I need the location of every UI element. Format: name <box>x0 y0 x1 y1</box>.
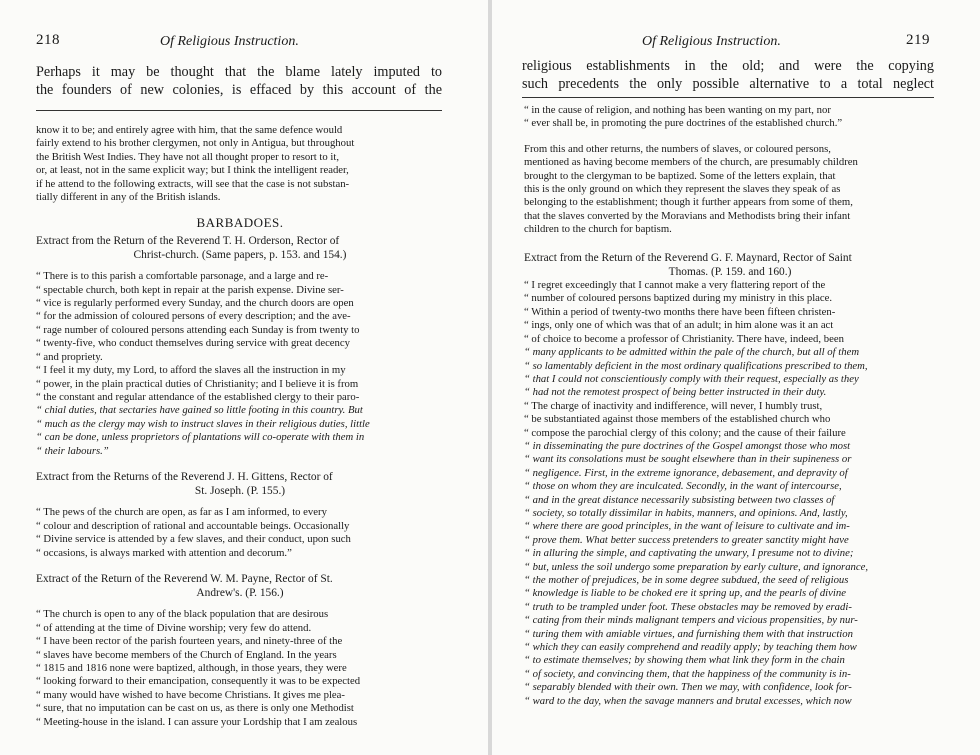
text-line: or, at least, not in the same explicit way; but I think the intelligent reader, <box>36 164 349 177</box>
spacer <box>36 458 444 470</box>
text-line: “ those on whom they are inculcated. Secondly, in the want of intercourse, <box>524 480 842 493</box>
text-line: “ the mother of prejudices, be in some degree subdued, the seed of religious <box>524 574 849 586</box>
text-line: “ spectable church, both kept in repair at the parish expense. Divine ser- <box>36 283 344 296</box>
running-head: Of Religious Instruction. <box>160 34 299 49</box>
text-line: Andrew's. (P. 156.) <box>196 587 284 600</box>
text-line: belonging to the establishment; though it further appears from some of them, <box>524 196 853 209</box>
text-line: “ many applicants to be admitted within the pale of the church, but all of them <box>524 346 860 359</box>
extract-title <box>36 234 444 262</box>
text-line: such precedents the only possible alternative to a total neglect <box>522 76 934 92</box>
text-line: “ occasions, is always marked with attention and decorum.” <box>36 546 292 559</box>
text-line: “ ever shall be, in promoting the pure doctrines of the established church.” <box>524 117 843 130</box>
text-line: “ to estimate themselves; by showing them what link they form in the chain <box>524 654 845 667</box>
text-line: “ colour and description of rational and accountable beings. Occasionally <box>36 519 350 532</box>
right-page <box>492 0 980 755</box>
text-line: “ twenty-five, who conduct themselves during service with great decency <box>36 337 350 350</box>
text-line: “ sure, that no imputation can be cast on us, as there is only one Methodist <box>36 702 354 715</box>
text-line: Extract from the Return of the Reverend G. F. Maynard, Rector of Saint <box>524 251 852 264</box>
text-line: fairly extend to his brother clergymen, not only in Antigua, but throughout <box>36 137 355 150</box>
text-line: St. Joseph. (P. 155.) <box>194 485 286 498</box>
text-line: “ looking forward to their emancipation, consequently it was to be expected <box>36 675 361 688</box>
text-line: “ number of coloured persons baptized during my ministry in this place. <box>524 292 833 305</box>
text-line: religious establishments in the old; and were the copying <box>522 58 934 74</box>
text-line: “ slaves have become members of the Church of England. In the years <box>36 648 337 661</box>
intro-text <box>36 63 442 99</box>
text-line: “ for the admission of coloured persons of every description; and the ave- <box>36 310 351 323</box>
text-line: “ ward to the day, when the savage manners and brutal excesses, which now <box>524 694 852 707</box>
text-line: “ in alluring the simple, and captivating the unwary, I presume not to divine; <box>524 547 854 560</box>
text-line: “ of choice to become a professor of Christianity. There have, indeed, been <box>524 332 844 345</box>
spacer <box>36 560 444 572</box>
text-line: “ much as the clergy may wish to instruct slaves in their religious duties, little <box>36 417 370 430</box>
text-line: “ so lamentably deficient in the most ordinary qualifications prescribed to them, <box>524 359 868 372</box>
text-line: “ Divine service is attended by a few slaves, and their conduct, upon such <box>36 533 351 546</box>
text-line: “ There is to this parish a comfortable parsonage, and a large and re- <box>36 270 329 283</box>
text-line: “ The charge of inactivity and indifference, will never, I humbly trust, <box>524 399 823 412</box>
text-line: Christ-church. (Same papers, p. 153. and 154.) <box>133 249 347 262</box>
text-line: “ chial duties, that sectaries have gained so little footing in this country. But <box>36 404 363 417</box>
text-line: “ knowledge is liable to be choked ere it spring up, and the pearls of divine <box>524 587 846 600</box>
text-line: “ in disseminating the pure doctrines of the Gospel amongst those who most <box>524 439 851 452</box>
extract-title <box>524 251 936 279</box>
text-line: if he attend to the following extracts, will see that the case is not substan- <box>36 177 350 190</box>
text-line: that the slaves converted by the Moravians and Methodists bring their infant <box>524 209 851 222</box>
text-line: “ The pews of the church are open, as far as I am informed, to every <box>36 506 327 519</box>
text-line: “ many would have wished to have become Christians. It gives me plea- <box>36 688 345 701</box>
text-line: Extract from the Return of the Reverend T. H. Orderson, Rector of <box>36 234 340 247</box>
text-line: “ separably blended with their own. Then we may, with confidence, look for- <box>524 681 852 694</box>
text-line: “ cating from their minds malignant tempers and vicious propensities, by nur- <box>524 614 858 627</box>
text-line: “ 1815 and 1816 none were baptized, although, in those years, they were <box>36 662 347 674</box>
text-line: Perhaps it may be thought that the blame lately imputed to <box>36 64 442 80</box>
spacer <box>524 237 936 251</box>
text-line: “ prove them. What better success pretenders to greater sanctity might have <box>524 533 849 546</box>
page-number: 218 <box>36 32 60 48</box>
text-line: “ had not the remotest prospect of being better instructed in their duty. <box>524 386 827 399</box>
text-line: “ of attending at the time of Divine worship; very few do attend. <box>36 621 312 634</box>
left-page <box>0 0 488 755</box>
text-line: “ power, in the plain practical duties of Christianity; and I believe it is from <box>36 377 359 390</box>
text-line: “ where there are good principles, in the want of leisure to cultivate and im- <box>524 520 850 533</box>
page-number: 219 <box>906 32 930 48</box>
text-line: brought to the clergyman to be baptized. Some of the letters explain, that <box>524 169 836 182</box>
text-line: “ and propriety. <box>36 350 103 363</box>
text-line: this is the only ground on which they represent the slaves they speak of as <box>524 183 841 196</box>
running-head: Of Religious Instruction. <box>642 34 781 49</box>
divider-rule <box>36 110 442 111</box>
intro-text <box>522 57 934 93</box>
text-line: “ ings, only one of which was that of an adult; in him alone was it an act <box>524 319 834 332</box>
text-line: “ and in the great distance necessarily subsisting between two classes of <box>524 493 835 506</box>
text-line: “ be substantiated against those members of the established church who <box>524 413 831 426</box>
text-line: the founders of new colonies, is effaced by this account of the <box>36 82 442 98</box>
text-line: “ society, so totally dissimilar in habits, manners, and opinions. And, lastly, <box>524 506 848 519</box>
text-line: “ want its consolations must be sought elsewhere than in their supineness or <box>524 453 852 466</box>
text-line: “ vice is regularly performed every Sunday, and the church doors are open <box>36 297 354 310</box>
text-line: “ truth to be trampled under foot. These obstacles may be removed by eradi- <box>524 600 852 613</box>
text-line: know it to be; and entirely agree with him, that the same defence would <box>36 124 343 136</box>
text-line: children to the church for baptism. <box>524 223 672 236</box>
text-line: “ I have been rector of the parish fourteen years, and ninety-three of the <box>36 635 343 648</box>
text-line: “ compose the parochial clergy of this colony; and the cause of their failure <box>524 426 846 439</box>
spacer <box>36 262 444 270</box>
text-line: “ the constant and regular attendance of the established clergy to their paro- <box>36 390 360 403</box>
text-line: Extract of the Return of the Reverend W. M. Payne, Rector of St. <box>36 572 333 585</box>
text-line: “ I regret exceedingly that I cannot make a very flattering report of the <box>524 279 826 292</box>
text-line: “ their labours.” <box>36 444 109 457</box>
text-line: “ rage number of coloured persons attending each Sunday is from twenty to <box>36 323 360 336</box>
section-heading: BARBADOES. <box>196 215 284 231</box>
text-line: “ negligence. First, in the extreme ignorance, debasement, and depravity of <box>524 466 848 479</box>
text-line: “ can be done, unless proprietors of plantations will co-operate with them in <box>36 431 365 444</box>
footnote-block <box>524 104 936 708</box>
spacer <box>36 600 444 608</box>
footnote-block <box>36 124 444 729</box>
extract-title <box>36 572 444 600</box>
text-line: tially different in any of the British islands. <box>36 191 221 204</box>
divider-rule <box>522 97 934 98</box>
extract-title <box>36 470 444 498</box>
text-line: Extract from the Returns of the Reverend J. H. Gittens, Rector of <box>36 470 333 483</box>
spacer <box>524 131 936 143</box>
text-line: “ The church is open to any of the black population that are desirous <box>36 608 329 621</box>
spacer <box>36 498 444 506</box>
text-line: From this and other returns, the numbers of slaves, or coloured persons, <box>524 142 831 155</box>
text-line: “ which they can easily comprehend and readily apply; by teaching them how <box>524 641 857 654</box>
text-line: “ turing them with amiable virtues, and furnishing them with that instruction <box>524 627 853 640</box>
text-line: “ of society, and convincing them, that the happiness of the community is in- <box>524 667 851 680</box>
text-line: Thomas. (P. 159. and 160.) <box>668 265 792 278</box>
text-line: the British West Indies. They have not all thought proper to resort to it, <box>36 150 339 163</box>
text-line: mentioned as having become members of the church, are presumably children <box>524 156 858 169</box>
text-line: “ Meeting-house in the island. I can assure your Lordship that I am zealous <box>36 715 358 728</box>
text-line: “ I feel it my duty, my Lord, to afford the slaves all the instruction in my <box>36 364 346 377</box>
text-line: “ Within a period of twenty-two months there have been fifteen christen- <box>524 305 836 318</box>
text-line: “ in the cause of religion, and nothing has been wanting on my part, nor <box>524 104 831 116</box>
text-line: “ but, unless the soil undergo some preparation by early culture, and ignorance, <box>524 560 869 573</box>
text-line: “ that I could not conscientiously comply with their request, especially as they <box>524 372 859 385</box>
